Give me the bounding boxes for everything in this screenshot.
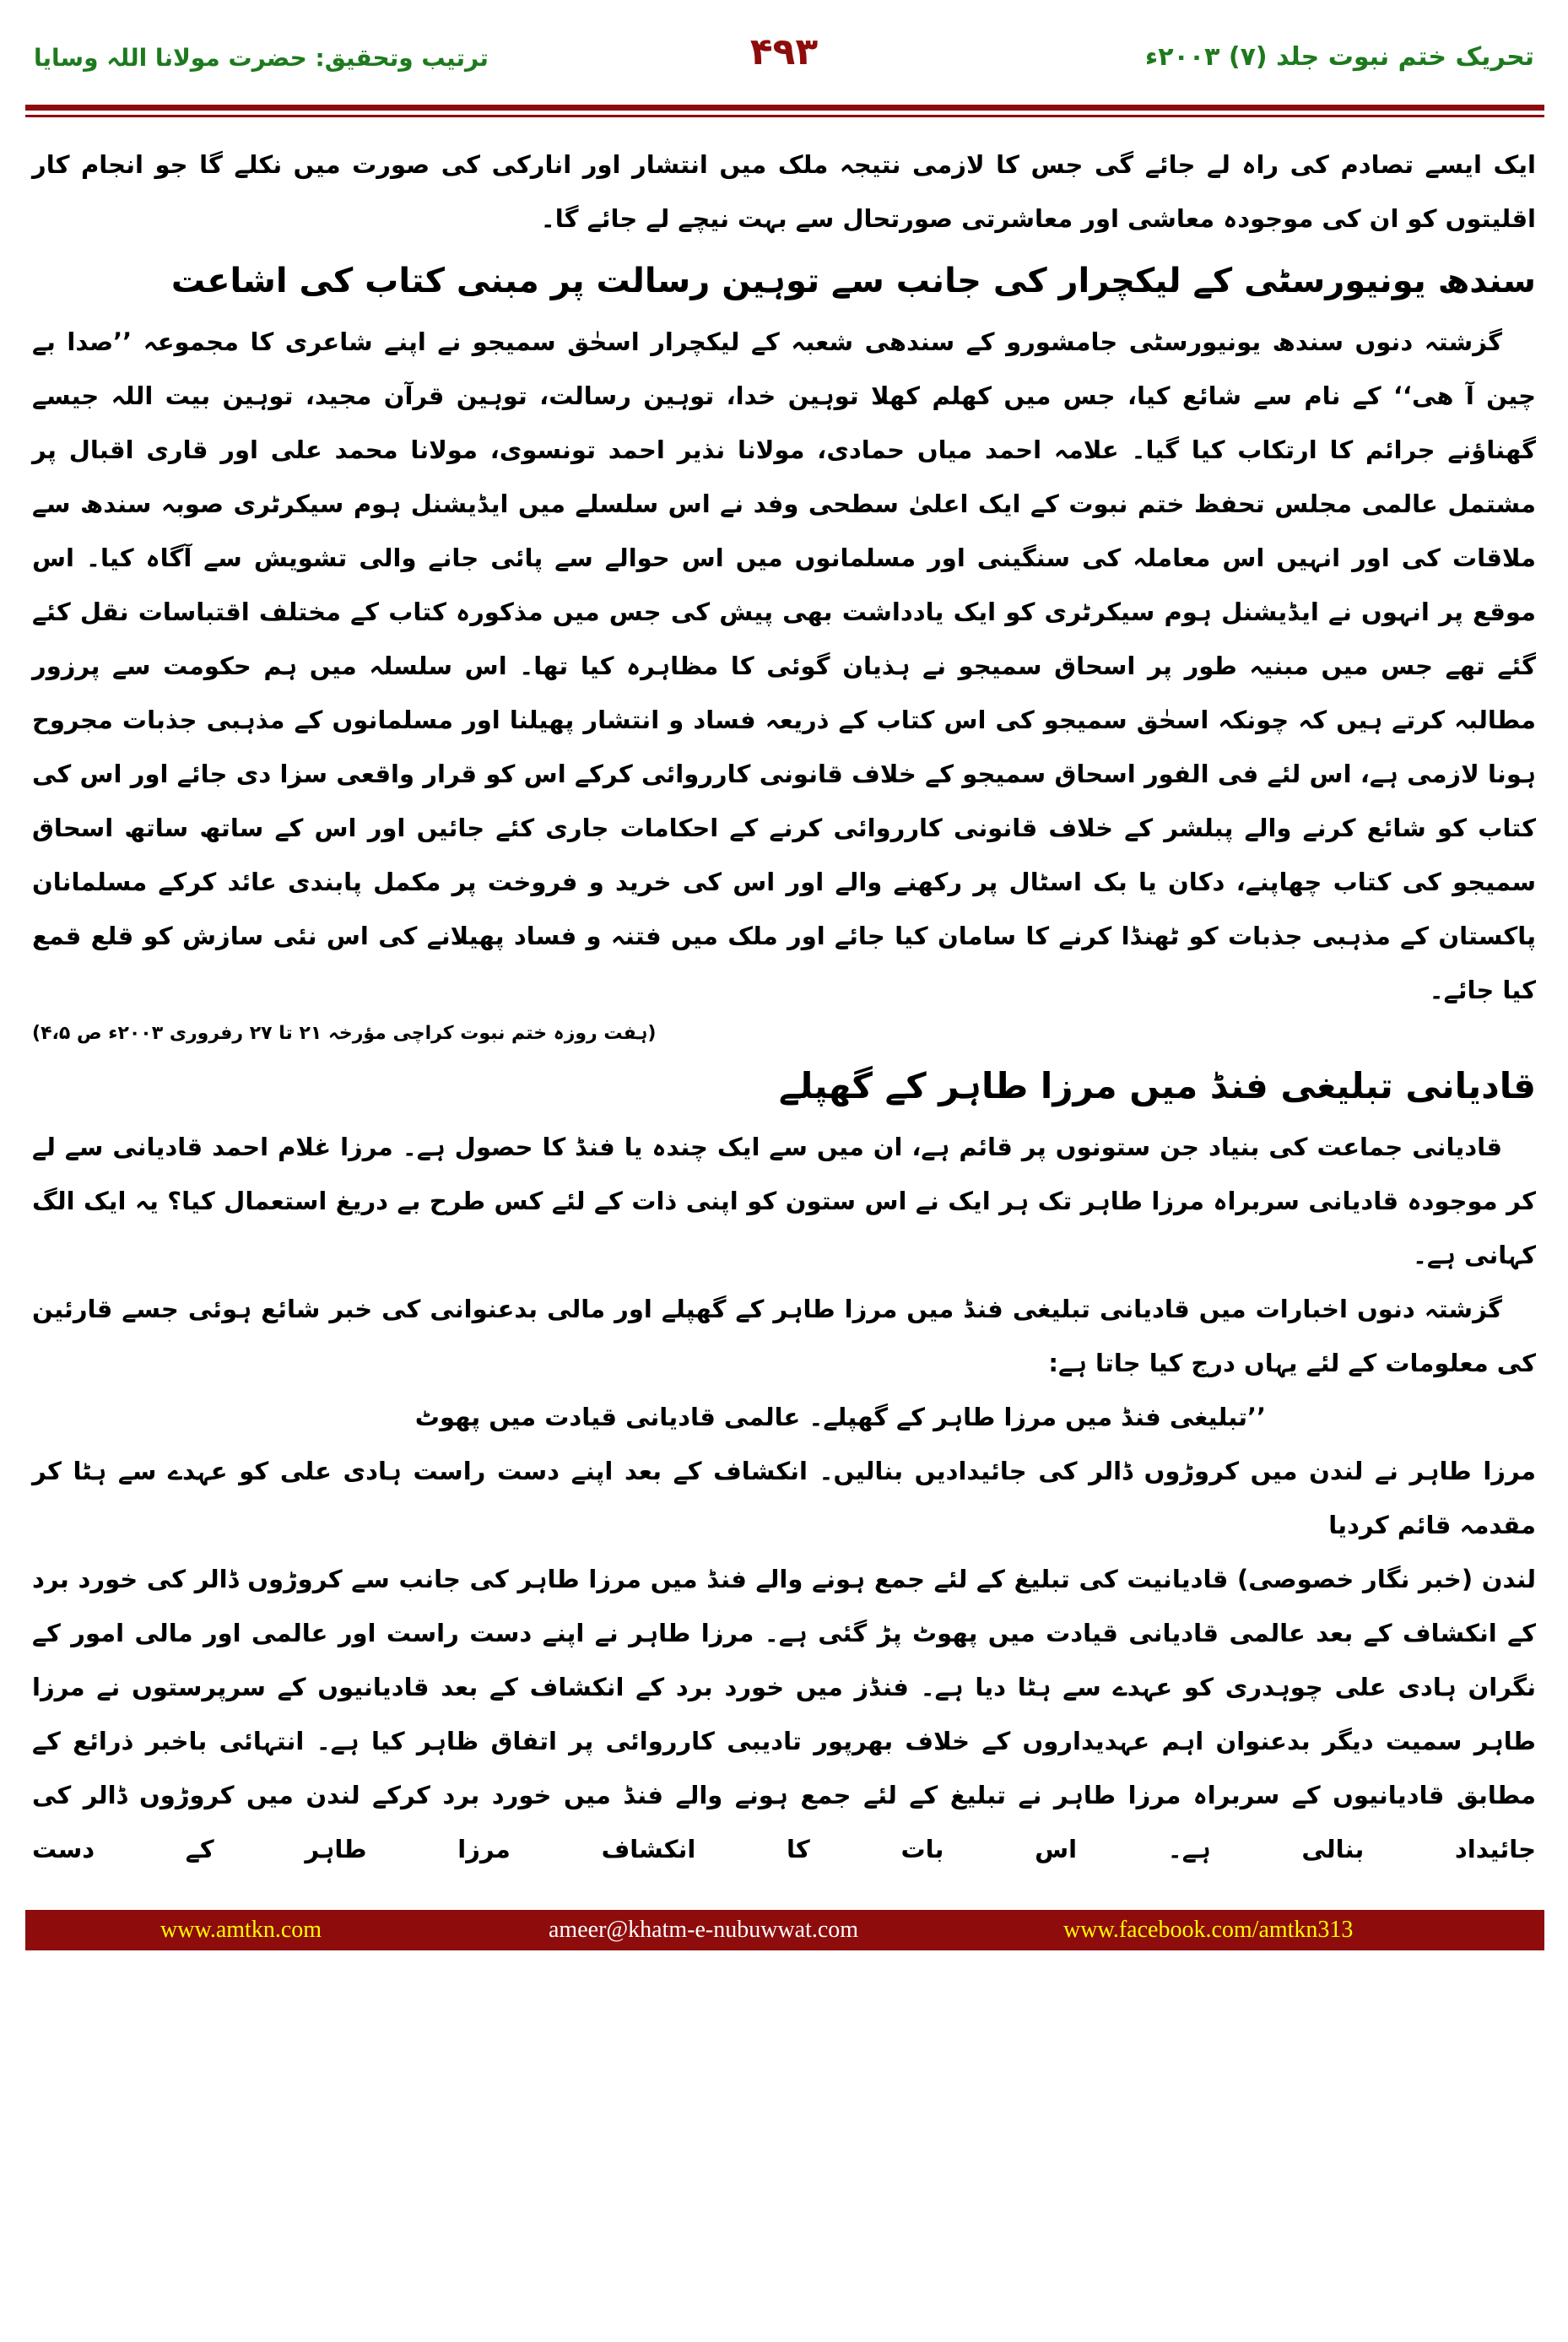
paragraph-3-text: قادیانی جماعت کی بنیاد جن ستونوں پر قائم ہے، ان میں سے ایک چندہ یا فنڈ کا حصول ہے۔ مرزا غلام احمد قادیانی سے لے کر موجودہ قادیانی سربراہ مرزا طاہر تک ہر ایک نے اس ستون کو اپنی ذات کے لئے کس طرح بے دریغ استعمال کیا؟ یہ ایک الگ کہانی ہے۔ (32, 1133, 1536, 1269)
paragraph-4-text: گزشتہ دنوں اخبارات میں قادیانی تبلیغی فنڈ میں مرزا طاہر کے گھپلے اور مالی بدعنوانی کی خبر شائع ہوئی جسے قارئین کی معلومات کے لئے یہاں درج کیا جاتا ہے: (32, 1295, 1536, 1377)
paragraph-2-text: گزشتہ دنوں سندھ یونیورسٹی جامشورو کے سندھی شعبہ کے لیکچرار اسحٰق سمیجو نے اپنے شاعری کا مجموعہ ’’صدا بے چین آ ھی‘‘ کے نام سے شائع کیا، جس میں کھلم کھلا توہین خدا، توہین رسالت، توہین قرآن مجید، توہین بیت اللہ جیسے گھناؤنے جرائم کا ارتکاب کیا گیا۔ علامہ احمد میاں حمادی، مولانا نذیر احمد تونسوی، مولانا محمد علی اور قاری اقبال پر مشتمل عالمی مجلس تحفظ ختم نبوت کے ایک اعلیٰ سطحی وفد نے اس سلسلے میں ایڈیشنل ہوم سیکرٹری صوبہ سندھ سے ملاقات کی اور انہیں اس معاملہ کی سنگینی اور مسلمانوں میں اس حوالے سے پائی جانے والی تشویش سے آگاہ کیا۔ اس موقع پر انہوں نے ایڈیشنل ہوم سیکرٹری کو ایک یادداشت بھی پیش کی جس میں مذکورہ کتاب کے مختلف اقتباسات نقل کئے گئے تھے جس میں مبنیہ طور پر اسحاق سمیجو نے ہذیان گوئی کا مظاہرہ کیا تھا۔ اس سلسلہ میں ہم حکومت سے پرزور مطالبہ کرتے ہیں کہ چونکہ اسحٰق سمیجو کی اس کتاب کے ذریعہ فساد و انتشار پھیلنا اور مسلمانوں کے مذہبی جذبات مجروح ہونا لازمی ہے، اس لئے فی الفور اسحاق سمیجو کے خلاف قانونی کارروائی کرکے اس کو قرار واقعی سزا دی جائے اور اس کی کتاب کو شائع کرنے والے پبلشر کے خلاف قانونی کارروائی کرنے کے احکامات جاری کئے جائیں اور اس کے ساتھ ساتھ اسحاق سمیجو کی کتاب چھاپنے، دکان یا بک اسٹال پر رکھنے والے اور اس کی خرید و فروخت پر مکمل پابندی عائد کرکے مسلمانان پاکستان کے مذہبی جذبات کو ٹھنڈا کرنے کا سامان کیا جائے اور ملک میں فتنہ و فساد پھیلانے کی اس نئی سازش کو قلع قمع کیا جائے۔ (32, 327, 1536, 1004)
page-number: ۴۹۳ (749, 30, 819, 73)
website-link[interactable]: www.amtkn.com (160, 1917, 322, 1943)
paragraph-2 (32, 315, 1536, 1017)
page-header (0, 0, 1568, 105)
book-title: تحریک ختم نبوت جلد (۷) ۲۰۰۳ء (1144, 42, 1534, 72)
paragraph-4 (32, 1282, 1536, 1390)
paragraph-3 (32, 1120, 1536, 1282)
quote-title: ’’تبلیغی فنڈ میں مرزا طاہر کے گھپلے۔ عالمی قادیانی قیادت میں پھوٹ (414, 1403, 1266, 1431)
heading-sindh-university: سندھ یونیورسٹی کے لیکچرار کی جانب سے توہین رسالت پر مبنی کتاب کی اشاعت (170, 262, 1536, 300)
page-content (0, 117, 1568, 1876)
facebook-link[interactable]: www.facebook.com/amtkn313 (1063, 1917, 1354, 1943)
header-rule-thick (25, 105, 1544, 111)
compiler-credit: ترتیب وتحقیق: حضرت مولانا اللہ وسایا (34, 44, 489, 72)
footer-band (25, 1910, 1544, 1950)
email-link[interactable]: ameer@khatm-e-nubuwwat.com (549, 1917, 859, 1943)
heading-qadiani-fund: قادیانی تبلیغی فنڈ میں مرزا طاہر کے گھپلے (778, 1065, 1536, 1106)
paragraph-5: مرزا طاہر نے لندن میں کروڑوں ڈالر کی جائیدادیں بنالیں۔ انکشاف کے بعد اپنے دست راست ہادی علی کو عہدے سے ہٹا کر مقدمہ قائم کردیا (32, 1457, 1536, 1539)
paragraph-1: ایک ایسے تصادم کی راہ لے جائے گی جس کا لازمی نتیجہ ملک میں انتشار اور انارکی کی صورت میں نکلے گا جو انجام کار اقلیتوں کو ان کی موجودہ معاشی اور معاشرتی صورتحال سے بہت نیچے لے جائے گا۔ (32, 150, 1536, 233)
paragraph-6: لندن (خبر نگار خصوصی) قادیانیت کی تبلیغ کے لئے جمع ہونے والے فنڈ میں مرزا طاہر کی جانب سے کروڑوں ڈالر کی خورد برد کے انکشاف کے بعد عالمی قادیانی قیادت میں پھوٹ پڑ گئی ہے۔ مرزا طاہر نے اپنے دست راست اور عالمی اور مالی امور کے نگران ہادی علی چوہدری کو عہدے سے ہٹا دیا ہے۔ فنڈز میں خورد برد کے انکشاف کے بعد قادیانیوں کے سرپرستوں نے مرزا طاہر سمیت دیگر بدعنوان اہم عہدیداروں کے خلاف بھرپور تادیبی کارروائی پر اتفاق ظاہر کیا ہے۔ انتہائی باخبر ذرائع کے مطابق قادیانیوں کے سربراہ مرزا طاہر نے تبلیغ کے لئے جمع ہونے والے فنڈ میں خورد برد کرکے لندن میں کروڑوں ڈالر کی جائیداد بنالی ہے۔ اس بات کا انکشاف مرزا طاہر کے دست (32, 1565, 1536, 1863)
citation: (ہفت روزہ ختم نبوت کراچی مؤرخہ ۲۱ تا ۲۷ رفروری ۲۰۰۳ء ص ۴،۵) (32, 1023, 657, 1044)
